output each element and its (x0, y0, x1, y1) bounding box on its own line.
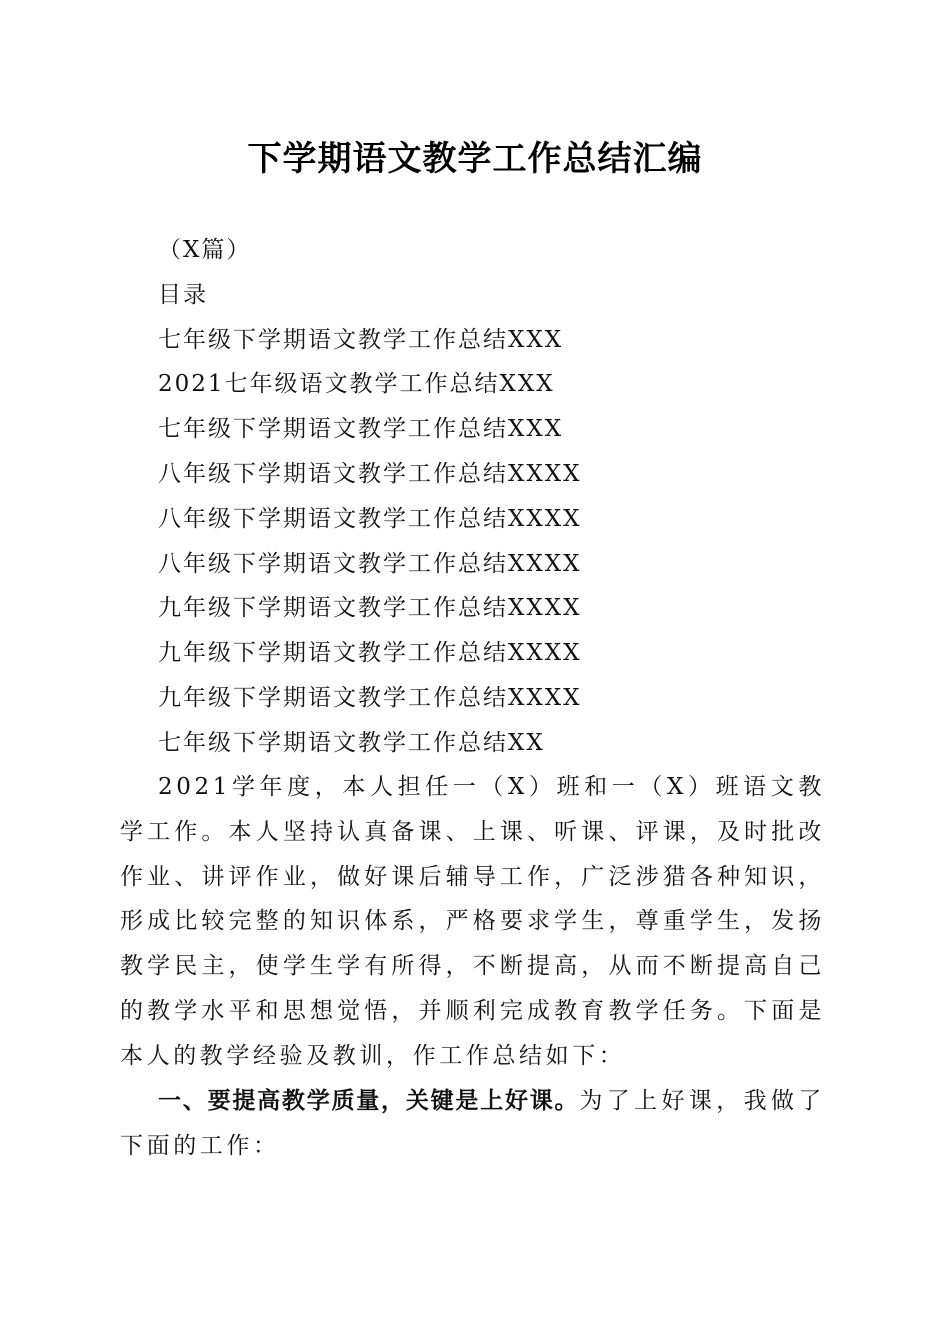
section-heading: 一、要提高教学质量，关键是上好课。 (158, 1088, 580, 1114)
intro-paragraph: 2021学年度，本人担任一（X）班和一（X）班语文教学工作。本人坚持认真备课、上课、听课、评课，及时批改作业、讲评作业，做好课后辅导工作，广泛涉猎各种知识，形成比较完整的知识体系，严格要求学生，尊重学生，发扬教学民主，使学生学有所得，不断提高，从而不断提高自己的教学水平和思想觉悟，并顺利完成教育教学任务。下面是本人的教学经验及教训，作工作总结如下： (120, 774, 825, 1069)
toc-item: 九年级下学期语文教学工作总结XXXX (158, 640, 582, 667)
toc-item: 七年级下学期语文教学工作总结XXX (158, 326, 564, 353)
toc-item: 七年级下学期语文教学工作总结XXX (158, 416, 564, 443)
section-paragraph (120, 1079, 825, 1169)
toc-item: 八年级下学期语文教学工作总结XXXX (158, 550, 582, 577)
toc-item: 九年级下学期语文教学工作总结XXXX (158, 684, 582, 711)
subtitle: （X篇） (158, 237, 252, 263)
toc-item: 八年级下学期语文教学工作总结XXXX (158, 460, 582, 487)
toc-item: 八年级下学期语文教学工作总结XXXX (158, 505, 582, 532)
table-of-contents (120, 228, 825, 766)
section-text: 为了上好课，我做了下面的工作： (120, 1088, 825, 1159)
toc-heading: 目录 (158, 281, 208, 308)
toc-item: 2021七年级语文教学工作总结XXX (158, 371, 555, 398)
toc-item: 九年级下学期语文教学工作总结XXXX (158, 595, 582, 622)
document-title: 下学期语文教学工作总结汇编 (247, 139, 703, 179)
toc-item: 七年级下学期语文教学工作总结XX (158, 729, 545, 756)
